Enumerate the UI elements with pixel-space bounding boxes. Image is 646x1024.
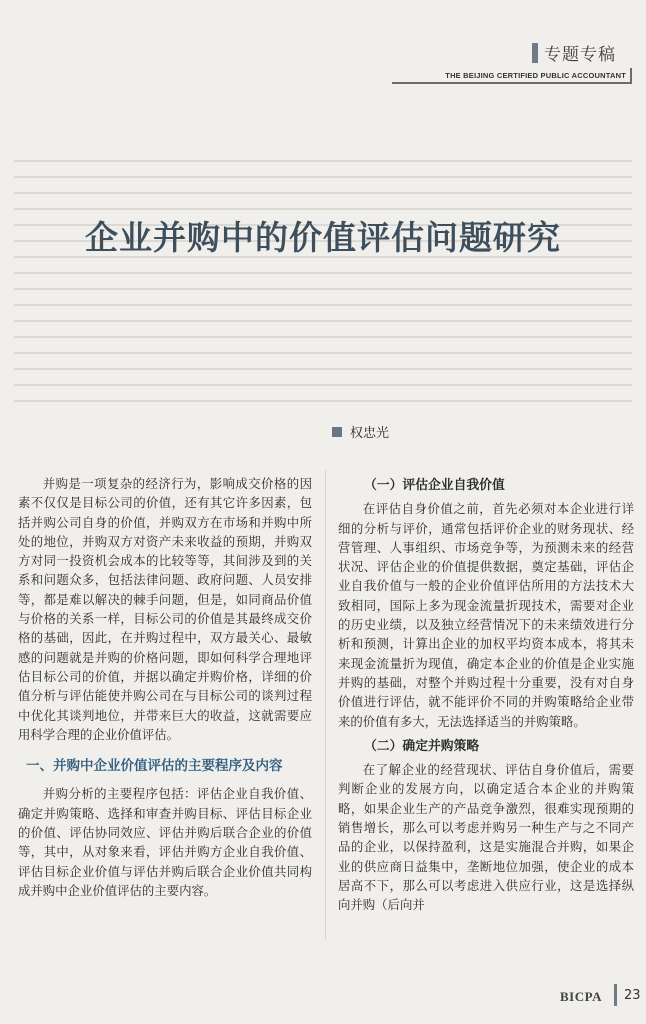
subsection-paragraph: 在评估自身价值之前，首先必须对本企业进行详细的分析与评价，通常包括评价企业的财务现状、经营管理、人事组织、市场竞争等，为预测未来的经营状况、评估企业的价值提供数据，奠定基础，评估企业自我价值与一般的企业价值评估所用的方法技术大致相同，国际上多为现金流量折现技术，需要对企业的历史业绩，以及独立经营情况下的未来绩效进行分析和预测，计算出企业的加权平均资本成本，将其未来现金流量折为现值，确定本企业的价值是企业实施并购的基础，对整个并购过程十分重要，没有对自身价值进行评估，就不能评价不同的并购策略给企业带来的价值有多大，无法选择适当的并购策略。 [338,501,634,729]
section-paragraph: 并购分析的主要程序包括：评估企业自我价值、确定并购策略、选择和审查并购目标、评估目标企业的价值、评估协同效应、评估并购后联合企业的价值等，其中，从对象来看，评估并购方企业自我价值、评估目标企业价值与评估并购后联合企业价值共同构成并购中企业价值评估的主要内容。 [18,786,312,898]
footer-brand: BICPA [560,989,602,1004]
section-label [532,40,616,65]
author-line [332,422,389,441]
section-marker [532,43,538,63]
author-name: 权忠光 [350,426,390,441]
author-marker [332,427,342,437]
show-through-background [14,160,632,460]
section-label-text: 专题专稿 [544,45,616,65]
header-rule [392,82,632,84]
page-number: 23 [624,988,641,1003]
article-title: 企业并购中的价值评估问题研究 [85,218,561,257]
subsection-paragraph: 在了解企业的经营现状、评估自身价值后，需要判断企业的发展方向，以确定适合本企业的并购策略，如果企业生产的产品竞争激烈，很难实现预期的销售增长，那么可以考虑并购另一种生产与之不同产品的企业，以保持盈利，这是实施混合并购，如果企业的供应商日益集中，垄断地位加强，使企业的成本居高不下，那么可以考虑进入供应行业，这是选择纵向并购（后向并 [338,762,634,913]
right-column [338,474,634,915]
journal-subtitle: THE BEIJING CERTIFIED PUBLIC ACCOUNTANT [445,71,626,80]
section-heading: 一、并购中企业价值评估的主要程序及内容 [26,758,283,775]
subsection-heading: （一）评估企业自我价值 [364,478,505,493]
subsection-heading: （二）确定并购策略 [364,738,480,754]
intro-paragraph: 并购是一项复杂的经济行为，影响成交价格的因素不仅仅是目标公司的价值，还有其它许多因素，包括并购公司自身的价值，并购双方在市场和并购中所处的地位，并购双方对资产未来收益的预期，并购双方对同一投资机会成本的比较等等，其间涉及到的关系和问题众多，包括法律问题、政府问题、人员安排等，都是难以解决的棘手问题，但是，如同商品价值与价格的关系一样，目标公司的价值是其最终成交价格的基础，因此，在并购过程中，双方最关心、最敏感的问题就是并购的价格问题，即如何科学合理地评估目标公司的价值，并据以确定并购价格，详细的价值分析与评估能使并购公司在与目标公司的谈判过程中优化其谈判地位，并带来巨大的收益，这就需要应用科学合理的企业价值评估。 [18,476,312,742]
footer-marker [614,984,617,1006]
column-divider [325,470,326,940]
left-column [18,474,312,900]
header-rule-cap [630,68,632,84]
